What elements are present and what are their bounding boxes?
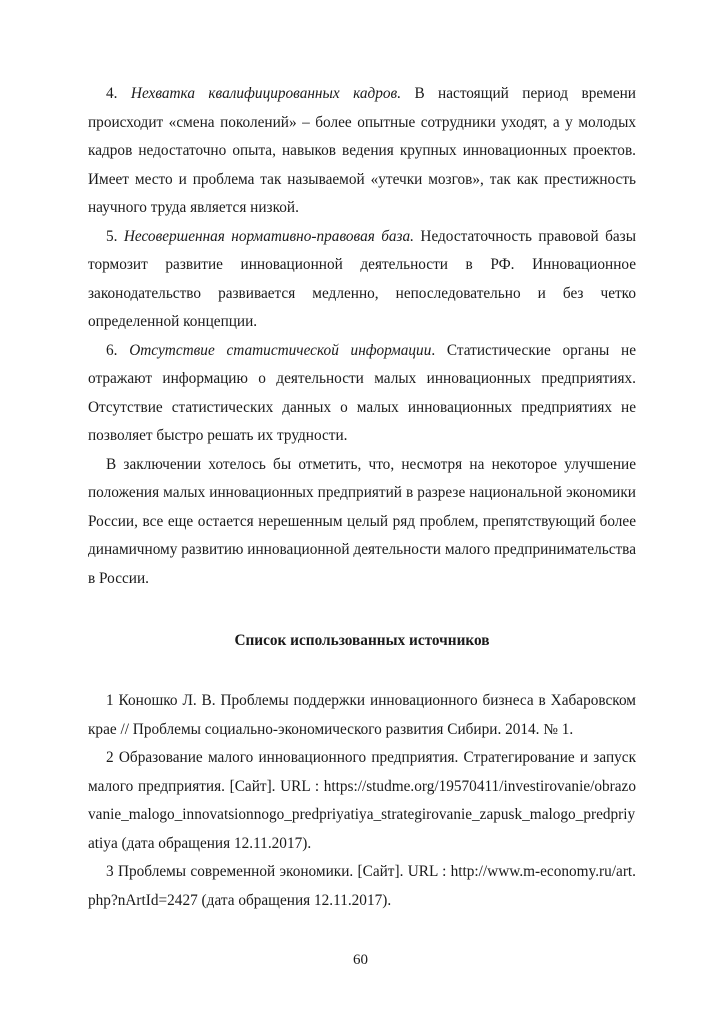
item-text: В настоящий период времени происходит «смена поколений» – более опытные сотрудники уходят, а у молодых кадров недостаточно опыта, навыков ведения крупных инновационных проектов. Имеет место и проблема так называемой «утечки мозгов», так как престижность научного труда является низкой.	[88, 85, 636, 216]
item-title: Нехватка квалифицированных кадров.	[130, 85, 402, 102]
document-page	[88, 80, 636, 915]
item-text: Недостаточность правовой базы тормозит развитие инновационной деятельности в РФ. Инновационное законодательство развивается медленно, непоследовательно и без четко определенной концепции.	[88, 227, 636, 330]
item-title: Отсутствие статистической информации	[129, 341, 432, 359]
item-text: . Статистические органы не отражают информацию о деятельности малых инновационных предприятиях. Отсутствие статистических данных о малых инновационных предприятиях не позволяет быстро решать их трудности.	[88, 341, 636, 444]
paragraph-item-4	[88, 80, 636, 223]
references-heading: Список использованных источников	[234, 632, 490, 649]
paragraph-item-5	[88, 223, 636, 337]
reference-item-2: 2 Образование малого инновационного предприятия. Стратегирование и запуск малого предприятия. [Сайт]. URL : https://studme.org/19570411/investirovanie/obrazovanie_malogo_innovatsionnogo_predpriyatiya_strategirovanie_zapusk_malogo_predpriyatiya (дата обращения 12.11.2017).	[88, 749, 636, 852]
page-number: 60	[353, 952, 368, 968]
item-title: Несовершенная нормативно-правовая база.	[123, 227, 414, 245]
reference-item-1: 1 Коношко Л. В. Проблемы поддержки инновационного бизнеса в Хабаровском крае // Проблемы социально-экономического развития Сибири. 2014. № 1.	[88, 692, 636, 738]
reference-item-3: 3 Проблемы современной экономики. [Сайт]. URL : http://www.m-economy.ru/art.php?nArtId=2427 (дата обращения 12.11.2017).	[88, 863, 636, 909]
item-number: 6.	[106, 341, 118, 359]
conclusion-paragraph: В заключении хотелось бы отметить, что, несмотря на некоторое улучшение положения малых инновационных предприятий в разрезе национальной экономики России, все еще остается нерешенным целый ряд проблем, препятствующий более динамичному развитию инновационной деятельности малого предпринимательства в России.	[88, 455, 636, 587]
paragraph-item-6	[88, 337, 636, 451]
item-number: 5.	[106, 227, 118, 245]
item-number: 4.	[106, 85, 118, 102]
